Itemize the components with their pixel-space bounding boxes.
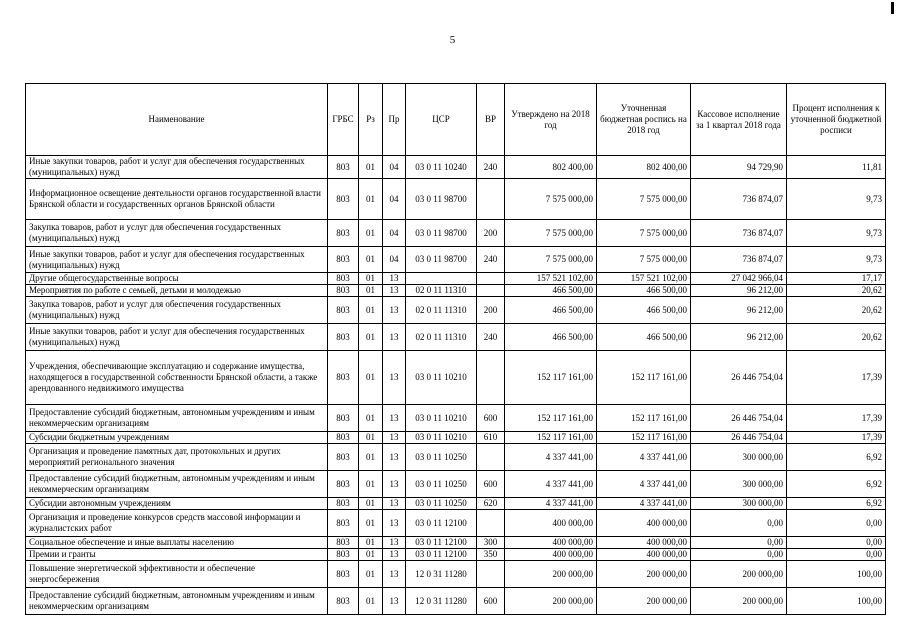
table-row [26,537,886,549]
cell-pr: 04 [383,247,406,273]
cell-percent: 11,81 [787,156,886,179]
cell-percent: 0,00 [787,510,886,537]
cell-percent: 6,92 [787,498,886,510]
table-row [26,498,886,510]
cell-csr: 03 0 11 98700 [406,247,477,273]
cell-revised: 152 117 161,00 [597,432,691,444]
table-row [26,351,886,405]
cell-rz: 01 [359,156,383,179]
cell-vr: 610 [477,432,505,444]
cell-revised: 400 000,00 [597,537,691,549]
cell-percent: 20,62 [787,324,886,351]
budget-table [25,83,886,615]
cell-approved: 802 400,00 [505,156,597,179]
cell-csr: 03 0 11 12100 [406,549,477,561]
cell-name: Иные закупки товаров, работ и услуг для обеспечения государственных (муниципальных) нужд [26,156,328,179]
cell-rz: 01 [359,471,383,498]
cell-cash: 96 212,00 [691,297,787,324]
cell-vr: 240 [477,156,505,179]
cell-grbs: 803 [328,324,359,351]
cell-csr: 03 0 11 12100 [406,510,477,537]
cell-rz: 01 [359,561,383,588]
edge-mark [891,2,894,14]
cell-vr [477,285,505,297]
cell-percent: 20,62 [787,297,886,324]
cell-percent: 100,00 [787,588,886,615]
cell-approved: 400 000,00 [505,549,597,561]
cell-percent: 6,92 [787,444,886,471]
cell-cash: 200 000,00 [691,588,787,615]
cell-name: Предоставление субсидий бюджетным, автономным учреждениям и иным некоммерческим организациям [26,471,328,498]
cell-vr: 350 [477,549,505,561]
cell-rz: 01 [359,285,383,297]
cell-rz: 01 [359,220,383,247]
cell-rz: 01 [359,549,383,561]
cell-name: Закупка товаров, работ и услуг для обеспечения государственных (муниципальных) нужд [26,220,328,247]
cell-approved: 4 337 441,00 [505,471,597,498]
cell-vr: 600 [477,471,505,498]
cell-grbs: 803 [328,588,359,615]
cell-name: Иные закупки товаров, работ и услуг для обеспечения государственных (муниципальных) нужд [26,324,328,351]
header-approved: Утверждено на 2018 год [505,84,597,156]
cell-name: Мероприятия по работе с семьей, детьми и молодежью [26,285,328,297]
cell-csr: 12 0 31 11280 [406,588,477,615]
cell-cash: 96 212,00 [691,324,787,351]
cell-vr: 200 [477,297,505,324]
cell-pr: 04 [383,179,406,220]
cell-vr: 600 [477,405,505,432]
cell-percent: 17,39 [787,351,886,405]
cell-vr [477,273,505,285]
cell-grbs: 803 [328,537,359,549]
cell-vr: 300 [477,537,505,549]
cell-name: Организация и проведение конкурсов средств массовой информации и журналистских работ [26,510,328,537]
cell-percent: 17,39 [787,432,886,444]
cell-vr: 240 [477,324,505,351]
cell-pr: 13 [383,297,406,324]
cell-cash: 26 446 754,04 [691,405,787,432]
table-row [26,588,886,615]
cell-percent: 9,73 [787,179,886,220]
table-row [26,471,886,498]
cell-rz: 01 [359,405,383,432]
cell-revised: 466 500,00 [597,297,691,324]
cell-percent: 9,73 [787,247,886,273]
cell-grbs: 803 [328,156,359,179]
table-row [26,285,886,297]
cell-approved: 7 575 000,00 [505,220,597,247]
header-percent: Процент исполнения к уточненной бюджетной росписи [787,84,886,156]
cell-name: Повышение энергетической эффективности и обеспечение энергосбережения [26,561,328,588]
page-number: 5 [449,34,456,46]
cell-pr: 04 [383,220,406,247]
cell-percent: 20,62 [787,285,886,297]
cell-name: Другие общегосударственные вопросы [26,273,328,285]
cell-csr: 02 0 11 11310 [406,297,477,324]
cell-grbs: 803 [328,273,359,285]
table-row [26,156,886,179]
table-row [26,444,886,471]
cell-cash: 736 874,07 [691,179,787,220]
cell-csr: 03 0 11 98700 [406,220,477,247]
cell-revised: 7 575 000,00 [597,179,691,220]
cell-revised: 152 117 161,00 [597,351,691,405]
cell-cash: 0,00 [691,549,787,561]
cell-pr: 13 [383,285,406,297]
cell-name: Субсидии бюджетным учреждениям [26,432,328,444]
cell-approved: 466 500,00 [505,297,597,324]
cell-approved: 466 500,00 [505,285,597,297]
cell-percent: 0,00 [787,537,886,549]
cell-cash: 300 000,00 [691,444,787,471]
cell-pr: 13 [383,351,406,405]
cell-pr: 13 [383,537,406,549]
cell-csr: 02 0 11 11310 [406,285,477,297]
cell-cash: 26 446 754,04 [691,432,787,444]
cell-grbs: 803 [328,297,359,324]
cell-rz: 01 [359,297,383,324]
cell-name: Предоставление субсидий бюджетным, автономным учреждениям и иным некоммерческим организациям [26,588,328,615]
cell-revised: 152 117 161,00 [597,405,691,432]
cell-csr: 03 0 11 10250 [406,471,477,498]
cell-csr: 03 0 11 10210 [406,405,477,432]
cell-revised: 4 337 441,00 [597,498,691,510]
cell-rz: 01 [359,273,383,285]
cell-name: Информационное освещение деятельности органов государственной власти Брянской области и государственных органов Брянской области [26,179,328,220]
cell-cash: 96 212,00 [691,285,787,297]
cell-pr: 13 [383,561,406,588]
table-row [26,561,886,588]
cell-approved: 400 000,00 [505,510,597,537]
cell-vr [477,179,505,220]
header-csr: ЦСР [406,84,477,156]
cell-cash: 300 000,00 [691,498,787,510]
cell-grbs: 803 [328,220,359,247]
cell-cash: 94 729,90 [691,156,787,179]
cell-rz: 01 [359,351,383,405]
cell-name: Закупка товаров, работ и услуг для обеспечения государственных (муниципальных) нужд [26,297,328,324]
header-row [26,84,886,156]
cell-name: Иные закупки товаров, работ и услуг для обеспечения государственных (муниципальных) нужд [26,247,328,273]
cell-rz: 01 [359,588,383,615]
table-row [26,220,886,247]
cell-csr: 03 0 11 10250 [406,444,477,471]
cell-cash: 300 000,00 [691,471,787,498]
cell-approved: 152 117 161,00 [505,351,597,405]
header-grbs: ГРБС [328,84,359,156]
cell-rz: 01 [359,498,383,510]
cell-csr: 03 0 11 10210 [406,432,477,444]
cell-pr: 13 [383,432,406,444]
cell-cash: 0,00 [691,537,787,549]
cell-vr [477,444,505,471]
cell-percent: 17,39 [787,405,886,432]
cell-csr: 02 0 11 11310 [406,324,477,351]
table-row [26,510,886,537]
cell-approved: 157 521 102,00 [505,273,597,285]
cell-grbs: 803 [328,510,359,537]
cell-rz: 01 [359,247,383,273]
table-row [26,297,886,324]
cell-pr: 13 [383,588,406,615]
cell-pr: 13 [383,405,406,432]
cell-revised: 400 000,00 [597,549,691,561]
cell-approved: 466 500,00 [505,324,597,351]
cell-vr [477,510,505,537]
table-row [26,549,886,561]
cell-csr: 03 0 11 12100 [406,537,477,549]
cell-name: Социальное обеспечение и иные выплаты населению [26,537,328,549]
cell-vr [477,561,505,588]
cell-csr: 12 0 31 11280 [406,561,477,588]
cell-vr: 600 [477,588,505,615]
cell-revised: 4 337 441,00 [597,444,691,471]
cell-vr: 200 [477,220,505,247]
cell-revised: 157 521 102,00 [597,273,691,285]
table-row [26,179,886,220]
cell-grbs: 803 [328,247,359,273]
cell-revised: 400 000,00 [597,510,691,537]
cell-pr: 13 [383,273,406,285]
cell-rz: 01 [359,179,383,220]
cell-revised: 466 500,00 [597,285,691,297]
cell-approved: 4 337 441,00 [505,444,597,471]
cell-cash: 736 874,07 [691,220,787,247]
cell-revised: 466 500,00 [597,324,691,351]
cell-approved: 400 000,00 [505,537,597,549]
cell-revised: 802 400,00 [597,156,691,179]
cell-revised: 7 575 000,00 [597,247,691,273]
cell-revised: 4 337 441,00 [597,471,691,498]
cell-approved: 200 000,00 [505,588,597,615]
cell-grbs: 803 [328,498,359,510]
cell-pr: 13 [383,324,406,351]
cell-approved: 7 575 000,00 [505,247,597,273]
cell-csr: 03 0 11 98700 [406,179,477,220]
cell-name: Субсидии автономным учреждениям [26,498,328,510]
cell-percent: 0,00 [787,549,886,561]
cell-name: Организация и проведение памятных дат, протокольных и других мероприятий регионального значения [26,444,328,471]
cell-pr: 13 [383,444,406,471]
cell-grbs: 803 [328,471,359,498]
cell-pr: 13 [383,510,406,537]
cell-percent: 9,73 [787,220,886,247]
cell-grbs: 803 [328,561,359,588]
cell-csr: 03 0 11 10210 [406,351,477,405]
cell-vr [477,351,505,405]
cell-revised: 200 000,00 [597,561,691,588]
table-row [26,405,886,432]
table-row [26,273,886,285]
cell-vr: 240 [477,247,505,273]
cell-pr: 13 [383,471,406,498]
header-vr: ВР [477,84,505,156]
cell-rz: 01 [359,537,383,549]
cell-percent: 6,92 [787,471,886,498]
cell-percent: 17,17 [787,273,886,285]
cell-csr [406,273,477,285]
table-row [26,432,886,444]
cell-rz: 01 [359,432,383,444]
cell-grbs: 803 [328,405,359,432]
cell-grbs: 803 [328,179,359,220]
cell-name: Премии и гранты [26,549,328,561]
cell-approved: 152 117 161,00 [505,432,597,444]
cell-revised: 200 000,00 [597,588,691,615]
cell-revised: 7 575 000,00 [597,220,691,247]
cell-cash: 26 446 754,04 [691,351,787,405]
cell-cash: 27 042 966,04 [691,273,787,285]
header-cash: Кассовое исполнение за 1 квартал 2018 года [691,84,787,156]
cell-approved: 200 000,00 [505,561,597,588]
cell-grbs: 803 [328,285,359,297]
header-rz: Рз [359,84,383,156]
cell-pr: 13 [383,549,406,561]
cell-csr: 03 0 11 10250 [406,498,477,510]
cell-approved: 7 575 000,00 [505,179,597,220]
cell-cash: 736 874,07 [691,247,787,273]
cell-rz: 01 [359,324,383,351]
table-row [26,324,886,351]
cell-name: Предоставление субсидий бюджетным, автономным учреждениям и иным некоммерческим организациям [26,405,328,432]
cell-grbs: 803 [328,549,359,561]
cell-cash: 0,00 [691,510,787,537]
cell-rz: 01 [359,444,383,471]
cell-approved: 4 337 441,00 [505,498,597,510]
cell-csr: 03 0 11 10240 [406,156,477,179]
cell-rz: 01 [359,510,383,537]
cell-percent: 100,00 [787,561,886,588]
table-row [26,247,886,273]
cell-pr: 04 [383,156,406,179]
header-name: Наименование [26,84,328,156]
cell-approved: 152 117 161,00 [505,405,597,432]
cell-grbs: 803 [328,432,359,444]
header-revised: Уточненная бюджетная роспись на 2018 год [597,84,691,156]
cell-name: Учреждения, обеспечивающие эксплуатацию и содержание имущества, находящегося в государственной собственности Брянской области, а также арендованного недвижимого имущества [26,351,328,405]
cell-grbs: 803 [328,444,359,471]
cell-pr: 13 [383,498,406,510]
cell-grbs: 803 [328,351,359,405]
cell-vr: 620 [477,498,505,510]
cell-cash: 200 000,00 [691,561,787,588]
header-pr: Пр [383,84,406,156]
